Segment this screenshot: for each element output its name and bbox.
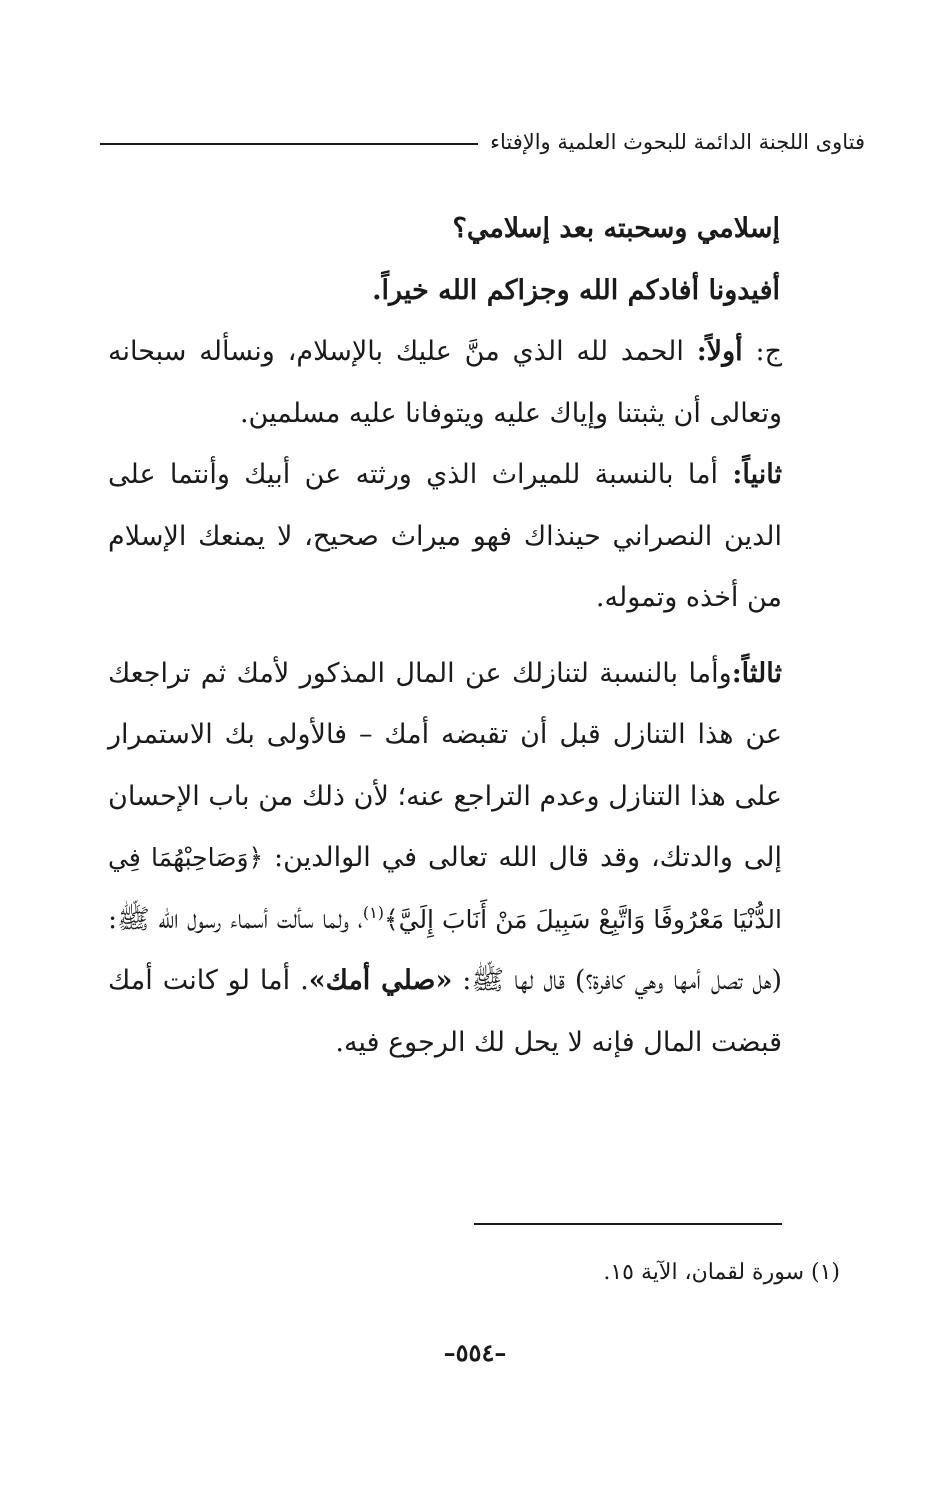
header-title: فتاوى اللجنة الدائمة للبحوث العلمية والإفتاء [490,130,865,154]
hadith-quote: «صلي أمك» [308,965,453,996]
running-header [100,122,865,162]
footnote-rule [474,1223,782,1225]
fatwa-body [108,198,838,1073]
header-rule [100,143,478,145]
footnote: (١) سورة لقمان، الآية ١٥. [603,1260,840,1285]
answer-second-text: أما بالنسبة للميراث الذي ورثته عن أبيك وأنتما على الدين النصراني حينذاك فهو ميراث صحيح، لا يمنعك الإسلام من أخذه وتموله. [108,459,782,613]
paragraph-gap [108,629,838,643]
page-number: –٥٥٤– [443,1338,507,1367]
answer-paragraph-2 [108,444,838,629]
quran-verse: ﴿وَصَاحِبْهُمَا فِي الدُّنْيَا مَعْرُوفًا وَاتَّبِعْ سَبِيلَ مَنْ أَنَابَ إِلَيَّ﴾ [108,843,782,934]
answer-third-heading: ثالثاً: [731,657,782,689]
answer-label: ج: [742,336,783,367]
answer-paragraph-1 [108,321,838,444]
answer-third-text-a: وأما بالنسبة لتنازلك عن المال المذكور لأمك ثم تراجعك عن هذا التنازل قبل أن تقبضه أمك – فالأولى بك الاستمرار على هذا التنازل وعدم التراجع عنه؛ لأن ذلك من باب الإحسان إلى والدتك، وقد قال الله تعالى في الوالدين: [108,657,782,873]
answer-third-text-c: . أما لو كانت أمك قبضت المال فإنه لا يحل لك الرجوع فيه. [108,965,782,1058]
question-line-2: أفيدونا أفادكم الله وجزاكم الله خيراً. [372,274,780,306]
answer-paragraph-3 [108,643,838,1074]
answer-first-text: الحمد لله الذي منَّ عليك بالإسلام، ونسأله سبحانه وتعالى أن يثبتنا وإياك عليه ويتوفانا عليه مسلمين. [108,336,782,429]
footnote-reference[interactable]: (١) [362,902,384,922]
question-line-1: إسلامي وسحبته بعد إسلامي؟ [452,213,780,244]
answer-third-text-b: ، ولما سألت أسماء رسول الله ﷺ: (هل تصل أمها وهي كافرة؟) قال لها ﷺ: [108,903,782,996]
answer-first-heading: أولاً: [696,336,743,367]
answer-second-heading: ثانياً: [732,459,782,490]
